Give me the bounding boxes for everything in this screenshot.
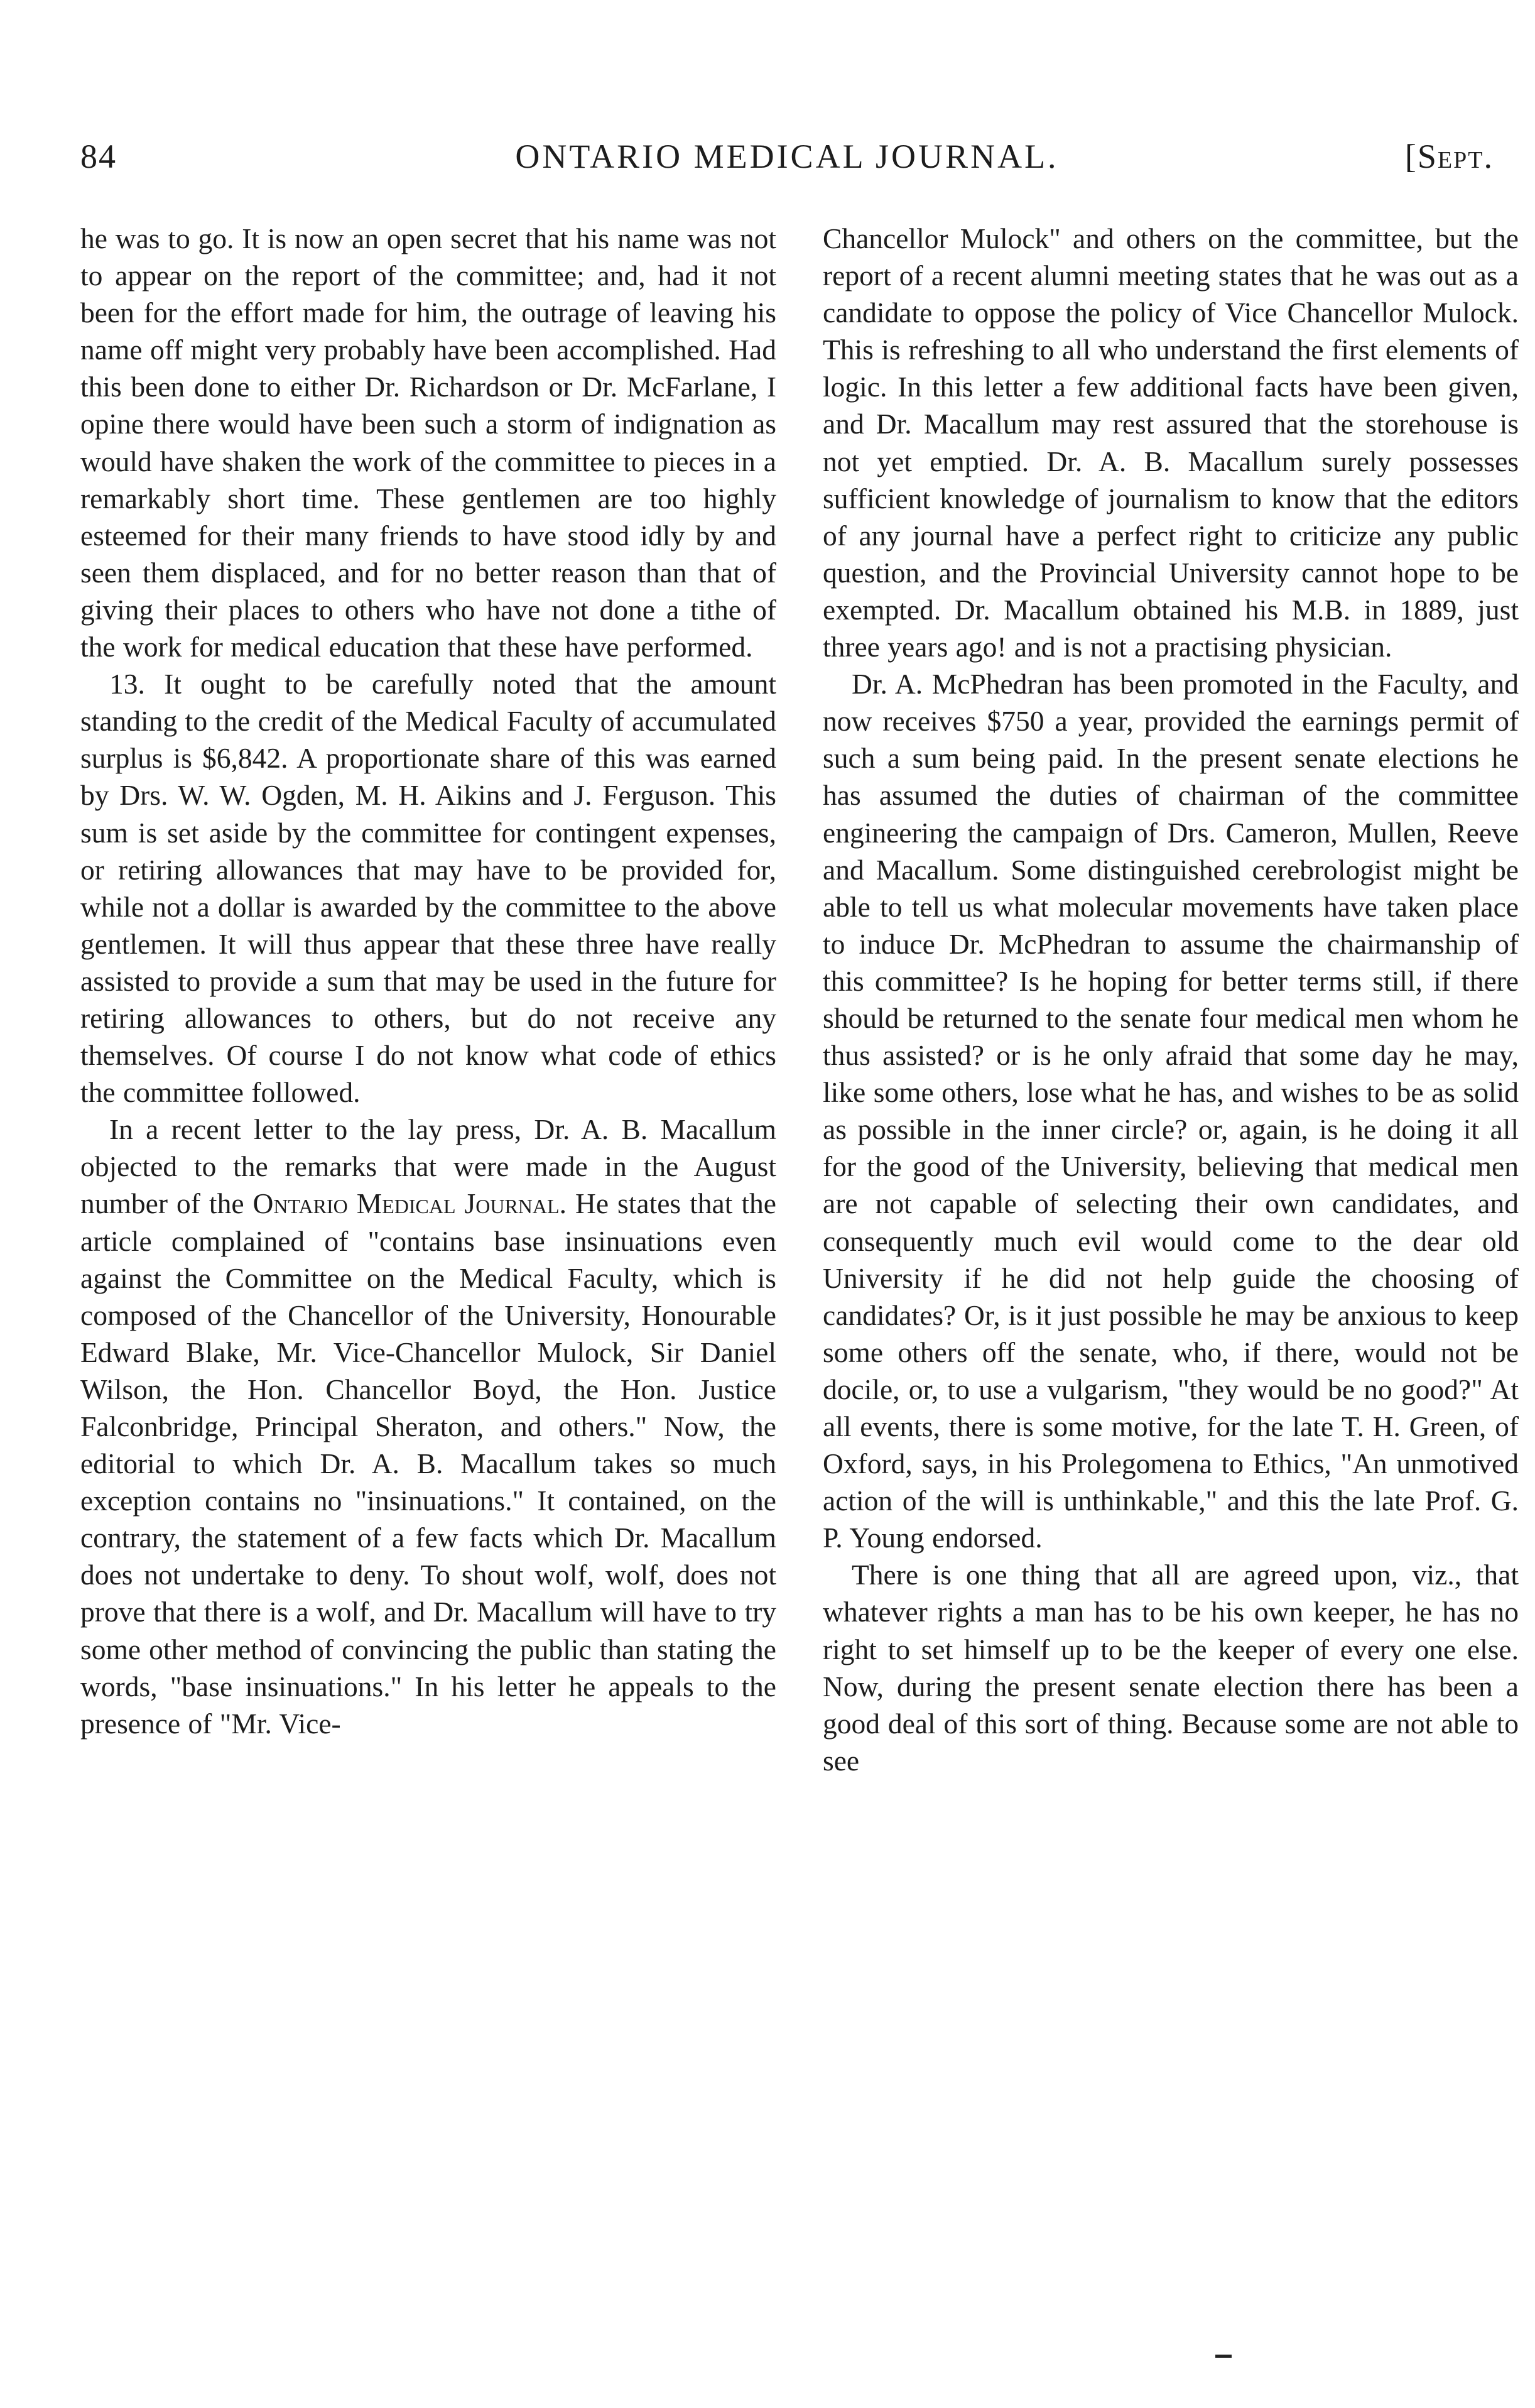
paragraph-macallum-letter [80,1111,776,1742]
paragraph-continuation: he was to go. It is now an open secret that his name was not to appear on the report of the committee; and, had it not been for the effort made for him, the outrage of leaving his name off might very probably have been accomplished. Had this been done to either Dr. Richardson or Dr. McFarlane, I opine there would have been such a storm of indignation as would have shaken the work of the committee to pieces in a remarkably short time. These gentlemen are too highly esteemed for their many friends to have stood idly by and seen them displaced, and for no better reason than that of giving their places to others who have not done a tithe of the work for medical education that these have performed. [80,222,776,663]
issue-month: [Sept. [1404,138,1494,175]
journal-name: Ontario Medical Journal [252,1187,560,1220]
right-column [823,220,1519,2312]
journal-title: ONTARIO MEDICAL JOURNAL. [515,138,1059,175]
left-column [80,220,776,2312]
paragraph-text: In a recent letter to the lay press, Dr. A. B. Macallum objected to the remarks that were made in the August number of the [80,1113,776,1220]
paragraph-text: . He states that the article complained of "contains base insinuations even against the Committee on the Medical Faculty, which is composed of the Chancellor of the University, Honourable Edward Blake, Mr. Vice-Chancellor Mulock, Sir Daniel Wilson, the Hon. Chancellor Boyd, the Hon. Justice Falconbridge, Principal Sheraton, and others." Now, the editorial to which Dr. A. B. Macallum takes so much exception contains no "insinuations." It contained, on the contrary, the statement of a few facts which Dr. Macallum does not undertake to deny. To shout wolf, wolf, does not prove that there is a wolf, and Dr. Macallum will have to try some other method of convincing the public than stating the words, "base insinuations." In his letter he appeals to the presence of "Mr. Vice- [80,1187,776,1740]
paragraph-item-13: 13. It ought to be carefully noted that the amount standing to the credit of the Medical Faculty of accumulated surplus is $6,842. A proportionate share of this was earned by Drs. W. W. Ogden, M. H. Aikins and J. Ferguson. This sum is set aside by the committee for contingent expenses, or retiring allowances that may have to be provided for, while not a dollar is awarded by the committee to the above gentlemen. It will thus appear that these three have really assisted to provide a sum that may be used in the future for retiring allowances to others, but do not receive any themselves. Of course I do not know what code of ethics the committee followed. [80,668,776,1109]
paragraph-mcphedran: Dr. A. McPhedran has been promoted in the Faculty, and now receives $750 a year, provided the earnings permit of such a sum being paid. In the present senate elections he has assumed the duties of chairman of the committee engineering the campaign of Drs. Cameron, Mullen, Reeve and Macallum. Some distinguished cerebrologist might be able to tell us what molecular movements have taken place to induce Dr. McPhedran to assume the chairmanship of this committee? Is he hoping for better terms still, if there should be returned to the senate four medical men whom he thus assisted? or is he only afraid that some day he may, like some others, lose what he has, and wishes to be as solid as possible in the inner circle? or, again, is he doing it all for the good of the University, believing that medical men are not capable of selecting their own candidates, and consequently much evil would come to the dear old University if he did not help guide the choosing of candidates? Or, is it just possible he may be anxious to keep some others off the senate, who, if there, would not be docile, or, to use a vulgarism, "they would be no good?" At all events, there is some motive, for the late T. H. Green, of Oxford, says, in his Prolegomena to Ethics, "An unmotived action of the will is unthinkable," and this the late Prof. G. P. Young endorsed. [823,668,1519,1554]
paragraph-continuation: Chancellor Mulock" and others on the committee, but the report of a recent alumni meeting states that he was out as a candidate to oppose the policy of Vice Chancellor Mulock. This is refreshing to all who understand the first elements of logic. In this letter a few additional facts have been given, and Dr. Macallum may rest assured that the storehouse is not yet emptied. Dr. A. B. Macallum surely possesses sufficient knowledge of journalism to know that the editors of any journal have a perfect right to criticize any public question, and the Provincial University cannot hope to be exempted. Dr. Macallum obtained his M.B. in 1889, just three years ago! and is not a practising physician. [823,222,1519,663]
running-header [80,137,1494,187]
page-number: 84 [80,138,117,175]
footer-dash [1215,2355,1232,2358]
paragraph-keeper: There is one thing that all are agreed upon, viz., that whatever rights a man has to be his own keeper, he has no right to set himself up to be the keeper of every one else. Now, during the present senate election there has been a good deal of this sort of thing. Because some are not able to see [823,1559,1519,1777]
